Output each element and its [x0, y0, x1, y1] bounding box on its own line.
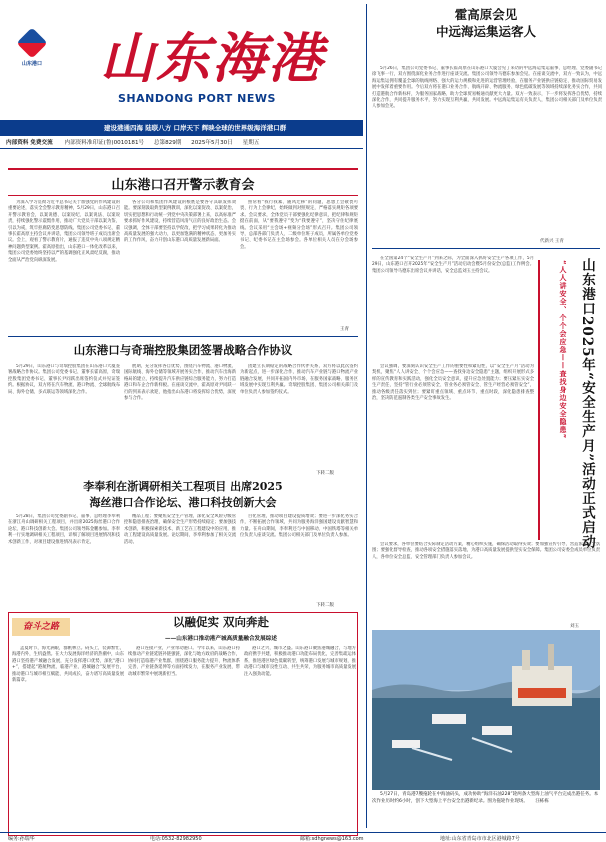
article-3-col-1: 5月28日，集团公司党委副书记、董事、总经理李奉利在浙江舟山调研相关工程项目，并出席2025海丝港口合作论坛、港口科技创新大会。集团公司领导陈金鹏参加。李奉利一行实地调研相关工程项目，详细了解项目进展情况和技术创新工作，对项目建设推进情况表示肯定。 [8, 514, 120, 545]
article-3-col-3: 目化管理，推动项目建设提质增效；要进一步深化务实合作，不断拓展合作领域，共同为服务海洋强国建设贡献智慧和力量。在舟山期间，李奉利还与中国移动、中国铁塔等相关单位负责人座谈交流。集团公司相关部门及单位负责人参加。 [240, 514, 358, 539]
port-photo [372, 630, 600, 790]
article-2-col-2: 展期，充分发挥各自优势，围绕汽车物流、港口物流、国际航线、海外仓储等领域开展务实合作，推动汽车出海新格局的建立，持续提升汽车供应链综合服务能力，努力打造港口和车企合作新样板。在座谈交流中，霍高原对尹同跃一行的到来表示欢迎，他指出山东港口将发挥综合优势，深度参与合作。 [124, 364, 236, 402]
footer-email: 邮箱:sdhgnews@163.com [300, 836, 364, 842]
top-right-author: 代新兴 王青 [540, 239, 564, 244]
safety-article-col-3: 会议要求，各单位要结合实际制定活动方案，精心组织实施，确保活动取得实效；要加强宣传引导，营造浓厚安全氛围；要强化督导检查，推动各项安全措施落实落地，为港口高质量发展提供坚实安全保障。集团公司安委会成员单位负责人，各单位安全总监、安全管理部门负责人参加会议。 [372, 542, 600, 560]
photo-caption-text: 5月27日，青岛港7艘拖轮在中海油码头，成功协助“海洋石油228”轮两条大型海上油气平台完成出港任务。本次作业历时约6小时，创下大型海上平台安全出港新纪录。图为拖轮作业现场。 [372, 792, 599, 804]
article-3-headline-2: 海丝港口合作论坛、港口科技创新大会 [89, 496, 277, 509]
article-3-col-2: 精品工程；要聚焦安全生产管理，深化安全风险分级管控和隐患排查治理，确保安全生产形势持续稳定；要加强技术创新，积极探索新技术、新工艺在工程建设中的应用，推动工程建设高质量发展。论坛期间，李奉利参加了相关交流活动。 [124, 514, 236, 545]
safety-article-quote: “人人讲安全、个个会应急——查找身边安全隐患” [538, 260, 568, 540]
article-1-headline: 山东港口召开警示教育会 [111, 178, 255, 193]
port-logo-icon [16, 27, 47, 58]
top-right-headline-line-2: 中远海运集运客人 [435, 24, 536, 39]
masthead-title: 山东海港 [100, 26, 324, 90]
port-logo [14, 30, 50, 70]
logo-text: 山东港口 [21, 61, 42, 67]
issue-info [0, 137, 363, 149]
article-1-col-2: 各分公司和集团作风建设的根底是要各守其职发挥效能。要深刻汲取典型案例教训，深化以案促改、以案促治，切实把思想和行动统一到党中央决策部署上来，以高标准严要求抓好作风建设，持续营造风清气正的良好政治生态。会议强调，全体干部要坚持以学促改，把学习成果转化为推动高质量发展的强大动力，以更加饱满的精神状态、更加务实的工作作风，奋力开创山东港口高质量发展新局面。 [124, 200, 236, 244]
top-right-headline-line-1: 霍高原会见 [454, 7, 518, 22]
top-right-body: 5月26日，集团公司党委书记、董事长霍高原在山东港口大厦会见了来访的中远海运集运董事、总经理、党委副书记徐飞事一行，双方围绕深化业务合作进行座谈交流。集团公司领导马德东参加会见。在座谈交流中，双方一致认为，中远海运集运拥有覆盖全球的航线网络、强大的运力规模和先进的运营管理经验，在服务产业链供应链稳定、推动国际贸易发展中发挥着重要作用。今后双方将在港口业务合作、航线开辟、物流服务、绿色低碳发展等领域持续深化务实合作，共同打造港航合作新标杆，为服务国家战略、助力全球贸易畅通贡献更大力量。双方一致表示，下一步将发挥各自优势，持续深化合作，共同提升服务水平，努力实现互利共赢、共同发展。中远海运集运有关负责人，集团公司相关部门及单位负责人参加会见。 [372, 66, 602, 110]
photo-author: 汪栋栋 [535, 798, 549, 804]
slogan-bar: 建设港通四海 陆联八方 口岸天下 辉映全球的世界级海洋港口群 [0, 120, 363, 136]
article-1-col-1: 为深入学习贯彻习近平总书记关于加强党的作风建设的重要论述，落实全会警示教育精神，5月29日，山东港口召开警示教育会，以案说德、以案说纪、以案说法、以案说责，持续强化警示震慑作用，推动广大党员干部以案为鉴、引以为戒，筑牢拒腐防变思想防线。集团公司党委书记、董事长霍高原主持会议并讲话，集团公司领导班子成员出席会议。会上，观看了警示教育片，通报了违反中央八项规定精神问题典型案例。霍高原指出，山东港口一体化改革以来，集团公司党委始终坚持以严的基调强化正风肃纪反腐，推动全面从严治党向纵深发展。 [8, 200, 120, 263]
footer-editor: 编务:孙瑞华 [8, 836, 35, 842]
issue-weekday: 星期五 [242, 140, 260, 146]
footer-divider [0, 832, 606, 833]
safety-article-title: 山东港口2025年“安全生产月”活动正式启动 [579, 258, 595, 550]
article-2-continued: 下转二版 [316, 471, 334, 476]
feature-col-3: 港口之兴，城市之盛。山东港口聚焦港城融合，与地方政府携手共建，积极推动港口功能布局优化，完善集疏运体系，推进港区绿色低碳转型，统筹港口发展与城市规划，推动港口与城市良性互动、共生共荣，为服务城市高质量发展注入强劲动能。 [244, 646, 356, 677]
safety-article-author: 刘玉 [570, 624, 579, 629]
footer [0, 836, 606, 842]
feature-tag: 奋斗之路 [12, 618, 70, 636]
internal-note: 内部资料 免费交流 [6, 140, 53, 146]
divider [372, 248, 600, 249]
feature-subhead: ——山东港口推动港产城高质量融合发展综述 [165, 636, 277, 642]
safety-article-col-2: 会议强调，要深刻认识安全生产工作的重要性和紧迫性，以“安全生产月”活动为契机，聚焦“人人讲安全、个个会应急——查找身边安全隐患”主题，组织开展形式多样的宣传教育和实践活动，强化全员安全意识，提升应急处置能力；要压紧压实安全生产责任，坚持“管行业必须管安全、管业务必须管安全、管生产经营必须管安全”，推动各级责任落实到位；要紧盯重点领域、重点环节、重点时段，深化隐患排查整治，坚决防范遏制各类生产安全事故发生。 [372, 364, 534, 402]
issue-number: 总第829期 [153, 140, 182, 146]
column-divider [366, 4, 367, 828]
photo-caption [372, 792, 600, 836]
footer-phone: 电话:0532-82982950 [150, 836, 202, 842]
article-2-col-1: 5月29日，山东港口与奇瑞控股集团在山东港口大厦签署战略合作协议。集团公司党委书记、董事长霍高原，奇瑞控股集团党委书记、董事长尹同跃出席签约仪式并见证签约。根据协议，双方将在汽车物流、港口物流、全球航线布局、海外仓储、多式联运等领域深化合作。 [8, 364, 120, 395]
top-right-headline [372, 6, 600, 40]
article-3-continued: 下转二版 [316, 603, 334, 608]
divider [8, 336, 358, 337]
article-2-headline: 山东港口与奇瑞控股集团签署战略合作协议 [73, 343, 293, 357]
article-1-author: 王青 [340, 327, 349, 332]
article-3-headline-1: 李奉利在浙调研相关工程项目 出席2025 [83, 480, 283, 493]
permit-number: 内部资料准印证(鲁)0010181号 [64, 140, 145, 146]
article-2-col-3: 团建立长期稳定的战略合作伙伴关系，双方将以此次签约为新起点，进一步深化合作，推动汽车产业链与港口物流产业链融合发展，共同开拓国内外市场，在服务国家战略、服务区域发展中实现互利共赢。奇瑞控股集团、集团公司相关部门及单位负责人参加签约仪式。 [240, 364, 358, 395]
feature-headline: 以融促实 双向奔赴 [172, 615, 269, 629]
safety-article-col-1: 在全国第24个“安全生产月”到来之际，为全面深入抓好安全生产各项工作，5月29日，山东港口召开2025年“安全生产月”活动启动会暨5月份安全(总监)工作例会。集团公司领导马德东出席会议并讲话，安全总监刘玉主持会议。 [372, 256, 534, 274]
footer-address: 地址:山东省青岛市市北区港城路7号 [440, 836, 520, 842]
feature-col-1: 孟夏时节，海光满眼，群帆林立。码头上，装卸繁忙，海港内外，生机盎然。在大力发展海洋经济的热潮中，山东港口坚持港产城融合发展，充分发挥港口优势，深化“港口+”，搭建起“港航物流、临港产业、港城融合”发展平台，推动港口与城市相互赋能、共同成长，奋力谱写高质量发展新篇章。 [12, 646, 124, 684]
offshore-platform-illustration [372, 630, 600, 790]
feature-col-2: 港口连接产业，产业带动港口。今年以来，山东港口持续推动产业链延链补链强链，深化与地方政府的战略合作，协同打造临港产业集群，围绕港口服务能力提升、物流体系完善、产业链条延伸等方面持续发力，在服务产业发展、带动城市繁荣中展现新担当。 [128, 646, 240, 677]
issue-date: 2025年5月30日 [191, 140, 233, 146]
masthead-title-en: SHANDONG PORT NEWS [118, 92, 276, 105]
article-1-col-3: 照常看“我行我素、随风迁移”的问题，思想上会敬畏可畏、行为上会律纪，始终做到对照规定，严格落实规矩各项要求。会议要求，全体党员干部要强化纪律意识，把纪律和规矩挺在前面，从“要我遵守”变为“我要遵守”，坚决守住纪律底线。会议采用“主会场+视频分会场”形式召开。集团公司领导，总部各部门负责人、二级单位班子成员，所属各单位党委书记、纪委书记在主会场参会。各单位相关人员在分会场参会。 [240, 200, 358, 250]
